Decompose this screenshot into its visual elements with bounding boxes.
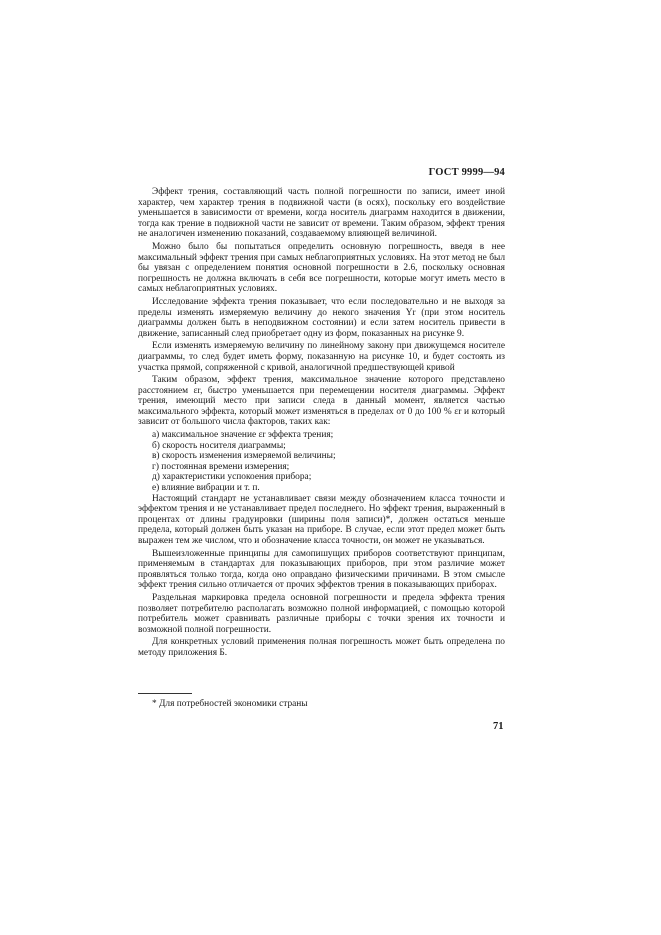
paragraph: Настоящий стандарт не устанавливает связи между обозначением класса точности и эффектом трения и не устанавливает предел последнего. Но эффект трения, выраженный в процентах от длины градуировки (ширины поля записи)*, должен остаться меньше предела, который должен быть указан на приборе. В случае, если этот предел может быть выражен тем же числом, что и обозначение класса точности, он может не указываться. <box>138 493 505 546</box>
footnote-divider <box>138 693 192 694</box>
list-item: е) влияние вибрации и т. п. <box>152 483 260 494</box>
footnote: * Для потребностей экономики страны <box>152 699 308 709</box>
paragraph: Если изменять измеряемую величину по линейному закону при движущемся носителе диаграммы, то след будет иметь форму, показанную на рисунке 10, и будет состоять из участка прямой, сопряженной с кривой, аналогичной предшествующей кривой <box>138 341 505 373</box>
paragraph: Таким образом, эффект трения, максимальное значение которого представлено расстоянием εr, быстро уменьшается при перемещении носителя диаграммы. Эффект трения, имеющий место при записи следа в данный момент, является частью максимального эффекта, который может изменяться в пределах от 0 до 100 % εr и который зависит от большого числа факторов, таких как: <box>138 375 505 428</box>
list-item: г) постоянная времени измерения; <box>152 461 290 472</box>
list-item: д) характеристики успокоения прибора; <box>152 472 312 483</box>
list-item: а) максимальное значение εr эффекта трения; <box>152 430 334 441</box>
paragraph: Раздельная маркировка предела основной погрешности и предела эффекта трения позволяет потребителю располагать возможно полной информацией, с помощью которой потребитель может сравнивать различные приборы с точки зрения их точности и возможной полной погрешности. <box>138 592 505 635</box>
list-item: в) скорость изменения измеряемой величины; <box>152 451 336 462</box>
paragraph: Исследование эффекта трения показывает, что если последовательно и не выходя за пределы изменять измеряемую величину до некого значения Yr (при этом носитель диаграммы должен быть в неподвижном состоянии) и если затем носитель привести в движение, записанный след приобретает одну из форм, показанных на рисунке 9. <box>138 296 505 339</box>
standard-header: ГОСТ 9999—94 <box>428 167 505 178</box>
paragraph: Можно было бы попытаться определить основную погрешность, введя в нее максимальный эффект трения при самых неблагоприятных условиях. На этот метод не был бы увязан с определением понятия основной погрешности в 2.6, поскольку основная погрешность не должна включать в себя все погрешности, которые могут иметь место в самых неблагоприятных условиях. <box>138 241 505 295</box>
paragraph: Вышеизложенные принципы для самопишущих приборов соответствуют принципам, применяемым в стандартах для показывающих приборов, при этом различие может проявляться только тогда, когда оно оправдано физическими причинами. В этом смысле эффект трения сильно отличается от прочих эффектов трения в показывающих приборах. <box>138 548 505 591</box>
page-number: 71 <box>493 721 504 732</box>
paragraph: Для конкретных условий применения полная погрешность может быть определена по методу приложения Б. <box>138 637 505 658</box>
list-item: б) скорость носителя диаграммы; <box>152 440 286 451</box>
body-text <box>138 187 505 661</box>
paragraph: Эффект трения, составляющий часть полной погрешности по записи, имеет иной характер, чем характер трения в подвижной части (в осях), поскольку его воздействие уменьшается в зависимости от времени, когда носитель диаграмм находится в движении, тогда как трение в подвижной части не зависит от времени. Таким образом, эффект трения не аналогичен изменению показаний, создаваемому влияющей величиной. <box>138 187 505 240</box>
